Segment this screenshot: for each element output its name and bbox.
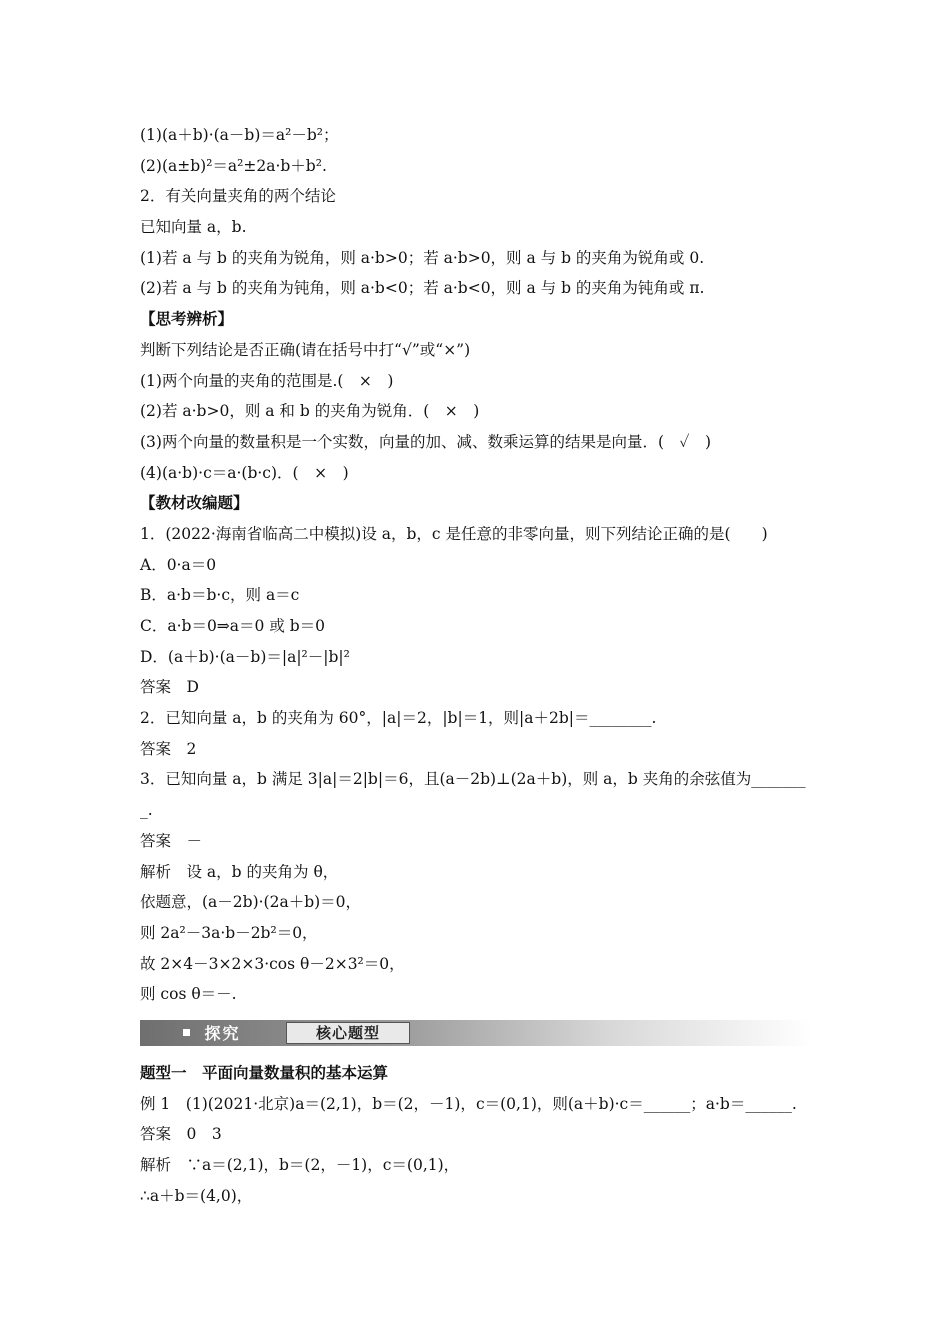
question-line: 3．已知向量 a，b 满足 3|a|＝2|b|＝6，且(a－2b)⊥(2a＋b)，则 a，b 夹角的余弦值为_______: [140, 770, 806, 789]
subheading: 2．有关向量夹角的两个结论: [140, 187, 336, 206]
think-line: (4)(a·b)·c＝a·(b·c)．( × ): [140, 463, 349, 482]
solution-line: 则 2a²－3a·b－2b²＝0，: [140, 923, 318, 942]
banner-core-topics: 核心题型: [286, 1022, 410, 1044]
square-bullet-icon: [183, 1029, 190, 1036]
text-line: (1)若 a 与 b 的夹角为锐角，则 a·b>0；若 a·b>0，则 a 与 b 的夹角为锐角或 0.: [140, 248, 705, 267]
answer-line: 答案 2: [140, 739, 197, 758]
option-c: C．a·b＝0⇒a＝0 或 b＝0: [140, 617, 326, 635]
formula-line: (2)(a±b)²＝a²±2a·b＋b².: [140, 156, 327, 175]
section-banner: [140, 1020, 812, 1046]
think-line: (1)两个向量的夹角的范围是.( × ): [140, 371, 394, 390]
solution-line: 解析 设 a，b 的夹角为 θ，: [140, 862, 339, 881]
think-heading: 【思考辨析】: [140, 309, 234, 329]
think-line: (3)两个向量的数量积是一个实数，向量的加、减、数乘运算的结果是向量．( ✓ ): [140, 432, 712, 451]
think-line: (2)若 a·b>0，则 a 和 b 的夹角为锐角．( × ): [140, 402, 480, 421]
text-line: (2)若 a 与 b 的夹角为钝角，则 a·b<0；若 a·b<0，则 a 与 b 的夹角为钝角或 π.: [140, 279, 705, 298]
banner-left-label: 探究: [204, 1024, 241, 1044]
formula-line: (1)(a＋b)·(a－b)＝a²－b²；: [140, 126, 339, 144]
question-line: 2．已知向量 a，b 的夹角为 60°，|a|＝2，|b|＝1，则|a＋2b|＝________.: [140, 709, 657, 728]
option-a: A．0·a＝0: [140, 555, 217, 574]
solution-line: ∴a＋b＝(4,0)，: [140, 1186, 253, 1205]
solution-line: 解析 ∵a＝(2,1)，b＝(2，－1)，c＝(0,1)，: [140, 1156, 460, 1174]
textbook-heading: 【教材改编题】: [140, 493, 249, 513]
answer-line: 答案 0 3: [140, 1125, 222, 1144]
solution-line: 则 cos θ＝－.: [140, 985, 237, 1004]
option-d: D．(a＋b)·(a－b)＝|a|²－|b|²: [140, 647, 350, 666]
solution-line: 依题意，(a－2b)·(2a＋b)＝0，: [140, 893, 362, 912]
banner-explore: [140, 1020, 284, 1046]
think-line: 判断下列结论是否正确(请在括号中打“√”或“×”): [140, 340, 471, 359]
document-page: [140, 120, 812, 1211]
answer-line: 答案 －: [140, 831, 203, 850]
option-b: B．a·b＝b·c，则 a＝c: [140, 586, 300, 605]
section-heading: 题型一 平面向量数量积的基本运算: [140, 1062, 389, 1082]
solution-line: 故 2×4－3×2×3·cos θ－2×3²＝0，: [140, 954, 405, 973]
question-line: 1．(2022·海南省临高二中模拟)设 a，b，c 是任意的非零向量，则下列结论正确的是( ): [140, 524, 768, 543]
answer-line: 答案 D: [140, 678, 199, 697]
question-line-continued: _.: [140, 801, 153, 820]
example-line: 例 1 (1)(2021·北京)a＝(2,1)，b＝(2，－1)，c＝(0,1)，则(a＋b)·c＝______；a·b＝______.: [140, 1094, 797, 1113]
text-line: 已知向量 a，b.: [140, 218, 247, 237]
